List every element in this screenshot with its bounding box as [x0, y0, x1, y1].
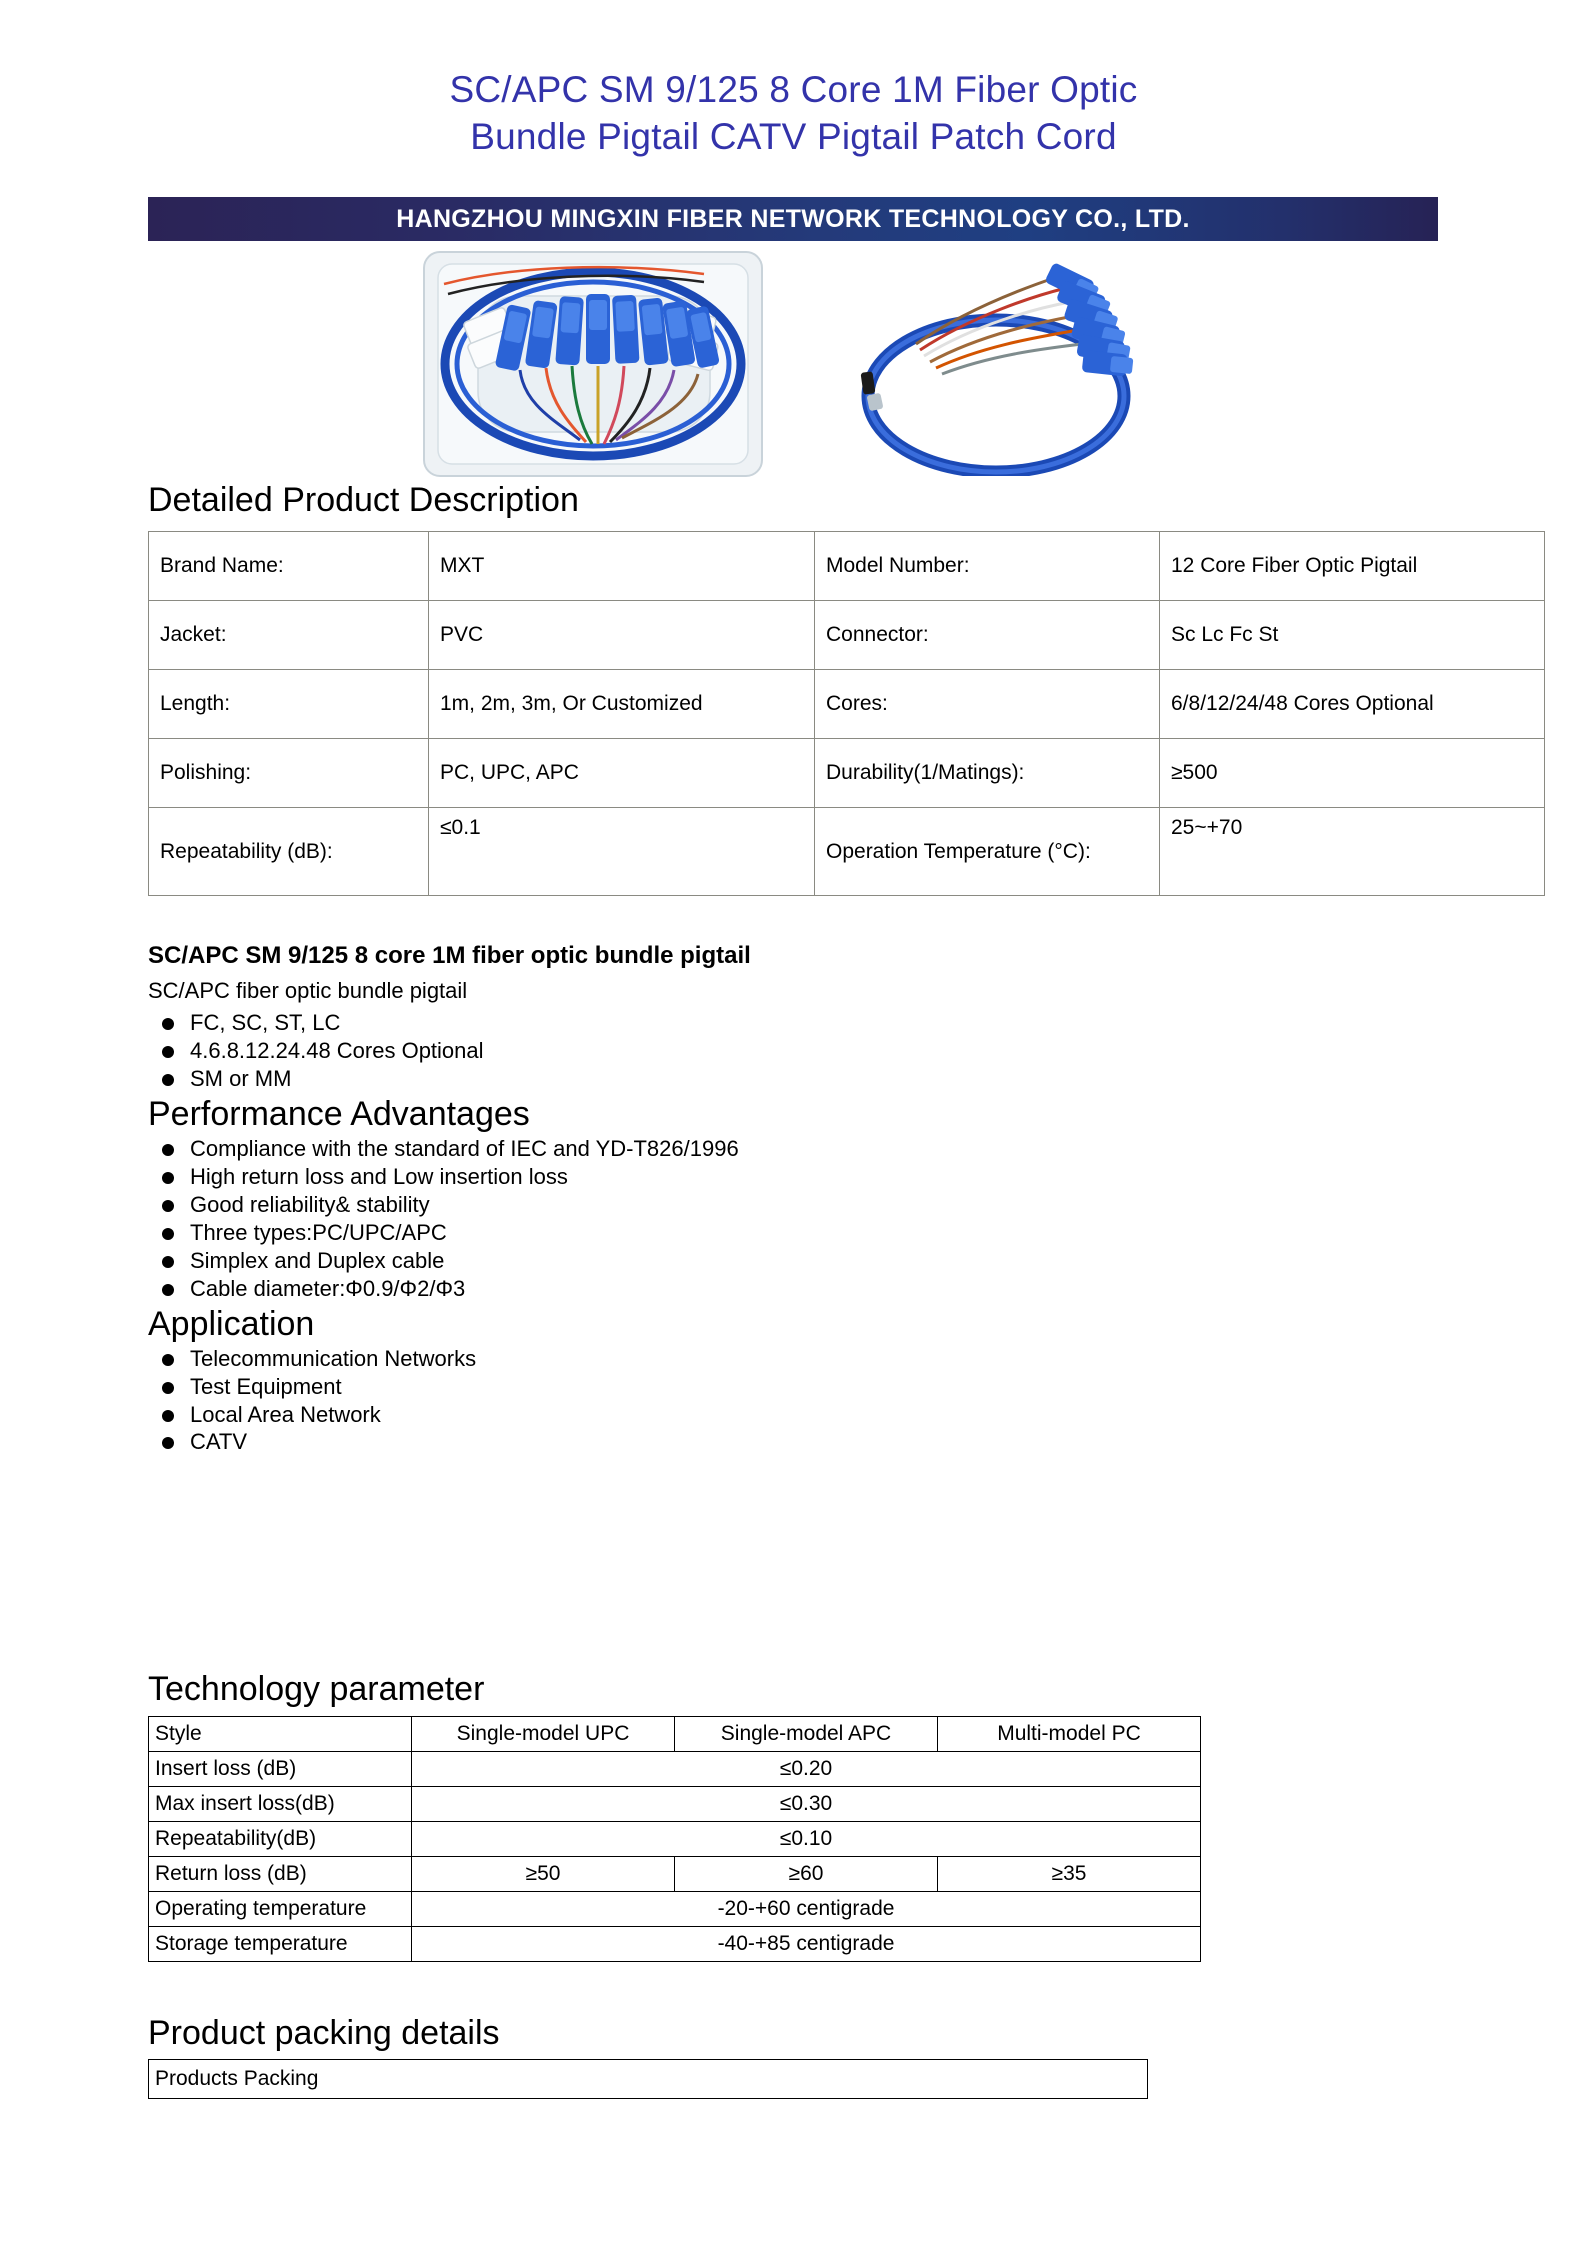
row-value-merged: ≤0.30: [412, 1787, 1201, 1822]
page-title-line-1: SC/APC SM 9/125 8 Core 1M Fiber Optic: [449, 69, 1138, 110]
row-value-merged: -20-+60 centigrade: [412, 1892, 1201, 1927]
spec-label: Model Number:: [815, 532, 1160, 601]
spec-value: MXT: [429, 532, 815, 601]
list-item: Telecommunication Networks: [148, 1345, 1348, 1373]
spec-value: PVC: [429, 601, 815, 670]
row-value-merged: -40-+85 centigrade: [412, 1927, 1201, 1962]
column-header-upc: Single-model UPC: [412, 1717, 675, 1752]
table-row: [149, 601, 1545, 670]
company-banner: [148, 197, 1438, 241]
table-row: [149, 739, 1545, 808]
row-label: Max insert loss(dB): [149, 1787, 412, 1822]
spec-value: ≤0.1: [429, 808, 815, 896]
application-bullet-list: [148, 1345, 1348, 1457]
performance-bullet-list: [148, 1135, 1348, 1303]
list-item: Compliance with the standard of IEC and YD-T826/1996: [148, 1135, 1348, 1163]
table-row: [149, 1892, 1201, 1927]
packing-row-label: Products Packing: [149, 2060, 1148, 2099]
spec-label: Length:: [149, 670, 429, 739]
row-value-merged: ≤0.20: [412, 1752, 1201, 1787]
list-item: Local Area Network: [148, 1401, 1348, 1429]
spec-label: Operation Temperature (°C):: [815, 808, 1160, 896]
spec-label: Jacket:: [149, 601, 429, 670]
list-item: Cable diameter:Φ0.9/Φ2/Φ3: [148, 1275, 1348, 1303]
list-item: CATV: [148, 1428, 1348, 1456]
detailed-description-table: [148, 531, 1545, 896]
list-item: Simplex and Duplex cable: [148, 1247, 1348, 1275]
column-header-apc: Single-model APC: [675, 1717, 938, 1752]
product-images: [148, 242, 1438, 490]
table-row: [149, 532, 1545, 601]
spec-value: 12 Core Fiber Optic Pigtail: [1160, 532, 1545, 601]
row-value-upc: ≥50: [412, 1857, 675, 1892]
spec-value: ≥500: [1160, 739, 1545, 808]
product-packing-table: [148, 2059, 1148, 2099]
performance-advantages-heading: Performance Advantages: [148, 1094, 530, 1133]
table-row: [149, 1752, 1201, 1787]
table-row: [149, 2060, 1148, 2099]
list-item: Three types:PC/UPC/APC: [148, 1219, 1348, 1247]
spec-label: Cores:: [815, 670, 1160, 739]
detailed-description-heading: Detailed Product Description: [148, 481, 579, 519]
spec-value: 1m, 2m, 3m, Or Customized: [429, 670, 815, 739]
list-item: High return loss and Low insertion loss: [148, 1163, 1348, 1191]
table-row: [149, 670, 1545, 739]
spec-label: Durability(1/Matings):: [815, 739, 1160, 808]
spec-label: Connector:: [815, 601, 1160, 670]
column-header-mm-pc: Multi-model PC: [938, 1717, 1201, 1752]
list-item: SM or MM: [148, 1065, 1348, 1093]
overview-bullet-list: [148, 1009, 1348, 1093]
spec-value: 6/8/12/24/48 Cores Optional: [1160, 670, 1545, 739]
list-item: FC, SC, ST, LC: [148, 1009, 1348, 1037]
spec-value: PC, UPC, APC: [429, 739, 815, 808]
row-value-mm-pc: ≥35: [938, 1857, 1201, 1892]
spec-label: Repeatability (dB):: [149, 808, 429, 896]
page-title-line-2: Bundle Pigtail CATV Pigtail Patch Cord: [470, 116, 1117, 158]
row-value-merged: ≤0.10: [412, 1822, 1201, 1857]
row-label: Repeatability(dB): [149, 1822, 412, 1857]
list-item: 4.6.8.12.24.48 Cores Optional: [148, 1037, 1348, 1065]
table-header-row: [149, 1717, 1201, 1752]
list-item: Good reliability& stability: [148, 1191, 1348, 1219]
page-title: [0, 0, 1587, 161]
row-label: Return loss (dB): [149, 1857, 412, 1892]
overview-heading: SC/APC SM 9/125 8 core 1M fiber optic bundle pigtail: [148, 942, 751, 969]
company-name: HANGZHOU MINGXIN FIBER NETWORK TECHNOLOGY CO., LTD.: [396, 204, 1190, 233]
row-label: Operating temperature: [149, 1892, 412, 1927]
overview-subtitle: SC/APC fiber optic bundle pigtail: [148, 978, 468, 1004]
column-header-style: Style: [149, 1717, 412, 1752]
table-row: [149, 808, 1545, 896]
product-overview-section: [148, 940, 1348, 1456]
table-row: [149, 1927, 1201, 1962]
table-row: [149, 1822, 1201, 1857]
spec-value: 25~+70: [1160, 808, 1545, 896]
table-row: [149, 1857, 1201, 1892]
technology-parameter-heading: Technology parameter: [148, 1670, 485, 1708]
technology-parameter-table: [148, 1716, 1201, 1962]
spec-value: Sc Lc Fc St: [1160, 601, 1545, 670]
row-label: Insert loss (dB): [149, 1752, 412, 1787]
product-image-bundle-coil: [838, 246, 1200, 476]
row-label: Storage temperature: [149, 1927, 412, 1962]
table-row: [149, 1787, 1201, 1822]
application-heading: Application: [148, 1304, 315, 1343]
product-image-blister-pack: [404, 244, 782, 484]
list-item: Test Equipment: [148, 1373, 1348, 1401]
spec-label: Polishing:: [149, 739, 429, 808]
spec-label: Brand Name:: [149, 532, 429, 601]
product-packing-heading: Product packing details: [148, 2014, 500, 2052]
row-value-apc: ≥60: [675, 1857, 938, 1892]
